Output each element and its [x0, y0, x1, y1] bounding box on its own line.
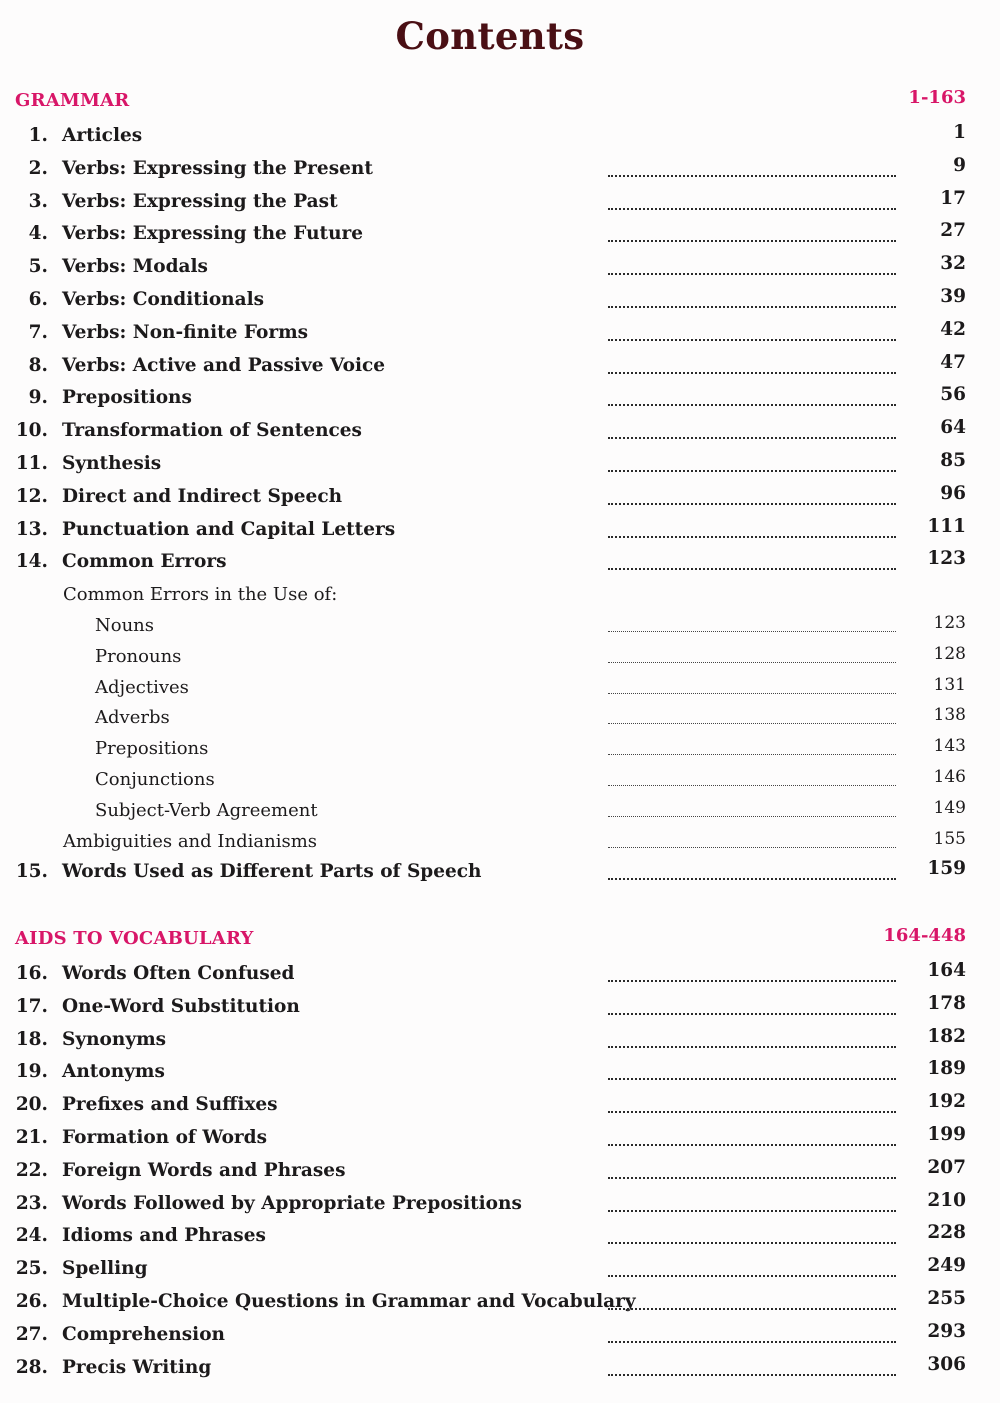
dot-leader [608, 240, 896, 242]
entry-number: 22. [15, 1159, 48, 1181]
entry-title: Words Followed by Appropriate Prepositions [62, 1192, 522, 1214]
entry-title: Multiple-Choice Questions in Grammar and Vocabulary [62, 1290, 636, 1312]
dot-leader [608, 1046, 896, 1048]
entry-page-number: 293 [927, 1320, 966, 1342]
page-title: Contents [395, 14, 585, 58]
entry-page-number: 17 [940, 187, 966, 209]
entry-number: 6. [28, 288, 48, 310]
entry-number: 25. [15, 1258, 48, 1280]
entry-number: 19. [15, 1061, 48, 1083]
toc-entry [0, 795, 1000, 826]
entry-number: 16. [15, 963, 48, 984]
entry-page-number: 1 [953, 122, 966, 143]
entry-page-number: 39 [940, 285, 966, 307]
dot-leader [608, 536, 896, 538]
toc-list [0, 958, 1000, 1384]
toc-entry [0, 733, 1000, 764]
dot-leader [608, 878, 896, 880]
entry-page-number: 249 [927, 1255, 966, 1277]
toc-entry [0, 1188, 1000, 1221]
dot-leader [608, 372, 896, 374]
entry-title: Common Errors in the Use of: [63, 584, 338, 606]
entry-page-number: 64 [940, 417, 966, 439]
dot-leader [608, 503, 896, 505]
entry-page-number: 155 [933, 828, 966, 849]
dot-leader [608, 1210, 896, 1212]
dot-leader [608, 1078, 896, 1080]
entry-page-number: 189 [927, 1058, 966, 1080]
entry-title: Nouns [95, 614, 155, 636]
toc-entry [0, 610, 1000, 641]
section-aids-to-vocabulary [0, 925, 1000, 1384]
toc-entry [0, 579, 1000, 610]
toc-entry [0, 546, 1000, 579]
entry-page-number: 255 [927, 1287, 966, 1309]
section-header [0, 925, 1000, 958]
dot-leader [608, 470, 896, 472]
dot-leader [608, 175, 896, 177]
toc-entry [0, 856, 1000, 889]
entry-number: 18. [15, 1028, 48, 1050]
entry-number: 11. [15, 452, 48, 474]
toc-entry [0, 1286, 1000, 1319]
entry-page-number: 178 [927, 992, 966, 1014]
entry-title: Verbs: Expressing the Present [62, 157, 373, 179]
entry-page-number: 164 [927, 960, 966, 981]
entry-title: Prefixes and Suffixes [62, 1094, 278, 1116]
entry-title: Antonyms [62, 1061, 165, 1083]
toc-entry [0, 120, 1000, 153]
entry-page-number: 138 [933, 705, 966, 726]
dot-leader [608, 1341, 896, 1343]
entry-number: 12. [15, 485, 48, 507]
entry-page-number: 85 [940, 449, 966, 471]
entry-title: Verbs: Active and Passive Voice [62, 354, 386, 376]
section-grammar [0, 87, 1000, 889]
entry-title: Pronouns [95, 645, 182, 667]
dot-leader [608, 404, 896, 406]
entry-number: 24. [15, 1225, 48, 1247]
entry-page-number: 131 [933, 674, 966, 695]
toc-entry [0, 153, 1000, 186]
entry-title: Verbs: Modals [62, 256, 208, 278]
dot-leader [608, 723, 896, 724]
toc-entry [0, 382, 1000, 415]
entry-title: Transformation of Sentences [62, 420, 362, 442]
entry-page-number: 210 [927, 1189, 966, 1211]
dot-leader [608, 1275, 896, 1277]
dot-leader [608, 1111, 896, 1113]
toc-entry [0, 991, 1000, 1024]
entry-number: 4. [28, 223, 48, 245]
toc-entry [0, 1122, 1000, 1155]
dot-leader [608, 568, 896, 570]
entry-page-number: 47 [940, 351, 966, 373]
entry-title: Comprehension [62, 1323, 225, 1345]
entry-page-number: 146 [933, 766, 966, 787]
entry-title: Articles [62, 125, 143, 146]
entry-title: Common Errors [62, 551, 227, 573]
entry-title: Words Often Confused [62, 963, 295, 984]
entry-page-number: 27 [940, 220, 966, 242]
entry-number: 10. [15, 420, 48, 442]
entry-page-number: 56 [940, 384, 966, 406]
entry-number: 26. [15, 1290, 48, 1312]
toc-entry [0, 1319, 1000, 1352]
toc-entry [0, 826, 1000, 857]
entry-page-number: 111 [927, 515, 966, 537]
entry-number: 13. [15, 518, 48, 540]
entry-title: Words Used as Different Parts of Speech [62, 861, 482, 883]
entry-number: 3. [28, 190, 48, 212]
section-header [0, 87, 1000, 120]
dot-leader [608, 1242, 896, 1244]
entry-title: Formation of Words [62, 1126, 268, 1148]
toc-entry [0, 415, 1000, 448]
entry-page-number: 149 [933, 797, 966, 818]
entry-number: 17. [15, 995, 48, 1017]
entry-page-number: 128 [933, 643, 966, 664]
entry-title: Prepositions [95, 738, 209, 760]
entry-number: 9. [28, 387, 48, 409]
entry-page-number: 9 [953, 154, 966, 176]
toc-entry [0, 1220, 1000, 1253]
section-title: GRAMMAR [15, 90, 130, 111]
entry-title: Adverbs [95, 707, 170, 729]
toc-entry [0, 1089, 1000, 1122]
dot-leader [608, 754, 896, 755]
entry-title: Conjunctions [95, 768, 215, 790]
entry-page-number: 96 [940, 482, 966, 504]
dot-leader [608, 339, 896, 341]
dot-leader [608, 693, 896, 694]
entry-page-number: 123 [933, 612, 966, 633]
toc-entry [0, 481, 1000, 514]
entry-page-number: 192 [927, 1091, 966, 1113]
entry-title: Punctuation and Capital Letters [62, 518, 396, 540]
entry-number: 20. [15, 1094, 48, 1116]
entry-page-number: 159 [927, 858, 966, 880]
entry-page-number: 123 [927, 548, 966, 570]
dot-leader [608, 208, 896, 210]
toc-entry [0, 218, 1000, 251]
toc-entry [0, 1024, 1000, 1057]
entry-page-number: 207 [927, 1156, 966, 1178]
entry-title: Precis Writing [62, 1356, 212, 1378]
toc-entry [0, 1155, 1000, 1188]
entry-number: 2. [28, 157, 48, 179]
dot-leader [608, 1144, 896, 1146]
dot-leader [608, 1374, 896, 1376]
section-title: AIDS TO VOCABULARY [15, 928, 254, 949]
entry-page-number: 32 [940, 253, 966, 275]
toc-entry [0, 514, 1000, 547]
dot-leader [608, 662, 896, 663]
toc-entry [0, 251, 1000, 284]
entry-page-number: 143 [933, 736, 966, 757]
toc-entry [0, 1056, 1000, 1089]
toc-list [0, 120, 1000, 889]
entry-title: Verbs: Non-finite Forms [62, 321, 309, 343]
entry-title: Adjectives [95, 676, 189, 698]
entry-number: 7. [28, 321, 48, 343]
entry-number: 23. [15, 1192, 48, 1214]
entry-title: Ambiguities and Indianisms [63, 830, 317, 852]
entry-title: Prepositions [62, 387, 192, 409]
toc-entry [0, 350, 1000, 383]
entry-title: Verbs: Conditionals [62, 288, 265, 310]
toc-entry [0, 448, 1000, 481]
toc-entry [0, 1352, 1000, 1385]
toc-entry [0, 317, 1000, 350]
dot-leader [608, 980, 896, 982]
entry-title: Subject-Verb Agreement [95, 799, 318, 821]
section-page-range: 164-448 [883, 925, 966, 946]
entry-number: 28. [15, 1356, 48, 1378]
toc-entry [0, 284, 1000, 317]
entry-title: One-Word Substitution [62, 995, 300, 1017]
dot-leader [608, 816, 896, 817]
toc-entry [0, 958, 1000, 991]
toc-entry [0, 702, 1000, 733]
entry-page-number: 228 [927, 1222, 966, 1244]
entry-number: 14. [15, 551, 48, 573]
dot-leader [608, 785, 896, 786]
entry-number: 15. [15, 861, 48, 883]
entry-title: Foreign Words and Phrases [62, 1159, 346, 1181]
toc-entry [0, 641, 1000, 672]
entry-page-number: 199 [927, 1123, 966, 1145]
toc-entry [0, 672, 1000, 703]
entry-number: 5. [28, 256, 48, 278]
dot-leader [608, 847, 896, 848]
entry-page-number: 306 [927, 1353, 966, 1375]
toc-entry [0, 764, 1000, 795]
dot-leader [608, 273, 896, 275]
entry-page-number: 182 [927, 1025, 966, 1047]
entry-number: 27. [15, 1323, 48, 1345]
entry-number: 21. [15, 1126, 48, 1148]
entry-title: Direct and Indirect Speech [62, 485, 343, 507]
section-page-range: 1-163 [908, 87, 966, 108]
entry-title: Verbs: Expressing the Future [62, 223, 364, 245]
toc-entry [0, 1253, 1000, 1286]
entry-title: Synthesis [62, 452, 162, 474]
dot-leader [608, 306, 896, 308]
dot-leader [608, 1013, 896, 1015]
entry-title: Synonyms [62, 1028, 167, 1050]
toc-entry [0, 186, 1000, 219]
dot-leader [608, 1177, 896, 1179]
entry-number: 8. [28, 354, 48, 376]
entry-title: Spelling [62, 1258, 148, 1280]
dot-leader [608, 437, 896, 439]
entry-page-number: 42 [940, 318, 966, 340]
entry-title: Verbs: Expressing the Past [62, 190, 338, 212]
dot-leader [608, 631, 896, 632]
entry-number: 1. [28, 125, 48, 146]
entry-title: Idioms and Phrases [62, 1225, 266, 1247]
dot-leader [608, 1308, 896, 1310]
